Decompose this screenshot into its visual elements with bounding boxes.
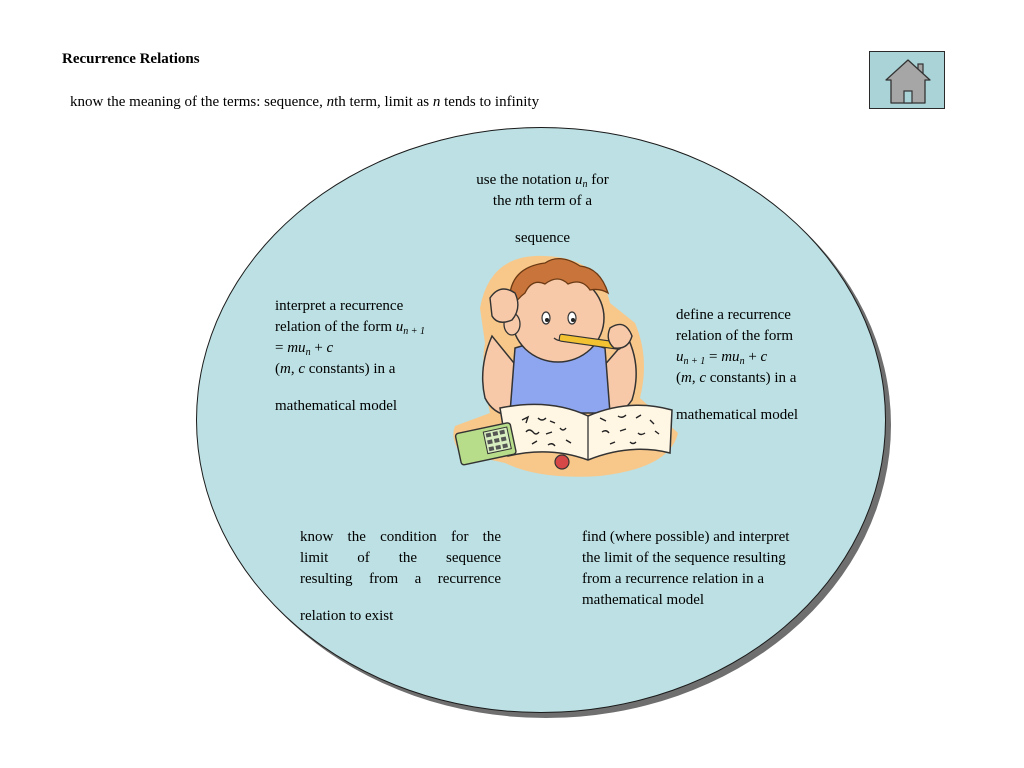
limit-line4: mathematical model (582, 592, 705, 608)
condition-line2: limit of the sequence (300, 550, 501, 566)
define-line5: mathematical model (676, 407, 799, 423)
n-subscript: n (739, 356, 745, 367)
interpret-line4: constants) in a (305, 361, 396, 377)
interpret-line2: relation of the form (275, 319, 396, 335)
subtitle-text-2: th term, limit as (334, 94, 433, 110)
interpret-line5: mathematical model (275, 398, 398, 414)
n-plus-1-subscript: n + 1 (403, 326, 426, 337)
define-line1: define a recurrence (676, 307, 791, 323)
page-subtitle (70, 92, 539, 112)
equals: = (705, 349, 722, 365)
c-symbol: c (326, 340, 334, 356)
open-paren: ( (275, 361, 280, 377)
mu-symbol: mu (287, 340, 306, 356)
limit-line2: the limit of the sequence resulting (582, 550, 786, 566)
topic-limit-interpret (582, 527, 832, 611)
student-studying-illustration (450, 248, 680, 483)
c-symbol: c (699, 370, 707, 386)
student-studying-clipart (450, 248, 680, 483)
condition-line4: relation to exist (300, 608, 394, 624)
u-symbol: u (395, 319, 404, 335)
n-plus-1-subscript: n + 1 (683, 356, 706, 367)
interpret-line1: interpret a recurrence (275, 298, 404, 314)
notation-text: use the notation (476, 172, 575, 188)
home-button[interactable] (869, 51, 945, 109)
topic-limit-condition (300, 527, 501, 627)
comma: , (290, 361, 299, 377)
limit-line1: find (where possible) and interpret (582, 529, 790, 545)
open-paren: ( (676, 370, 681, 386)
n-subscript: n (305, 347, 311, 358)
page-title: Recurrence Relations (62, 51, 200, 67)
c-symbol: c (298, 361, 306, 377)
n-symbol: n (515, 193, 523, 209)
condition-line3: resulting from a recurrence (300, 571, 501, 587)
subtitle-n-2: n (432, 94, 441, 110)
notation-line2-end: th term of a (522, 193, 593, 209)
topic-notation (440, 170, 645, 249)
u-symbol: u (574, 172, 583, 188)
c-symbol: c (760, 349, 768, 365)
limit-line3: from a recurrence relation in a (582, 571, 764, 587)
topic-define (676, 305, 851, 426)
notation-text-end: for (587, 172, 609, 188)
comma: , (691, 370, 700, 386)
plus: + (310, 340, 327, 356)
topic-interpret (275, 296, 465, 417)
subtitle-n-1: n (326, 94, 335, 110)
define-line4: constants) in a (706, 370, 797, 386)
equals: = (275, 340, 288, 356)
m-symbol: m (681, 370, 692, 386)
condition-line1: know the condition for the (300, 529, 501, 545)
n-subscript: n (582, 179, 588, 190)
house-icon (870, 52, 946, 110)
u-symbol: u (676, 349, 684, 365)
notation-line3: sequence (515, 230, 570, 246)
define-line2: relation of the form (676, 328, 794, 344)
subtitle-text-1: know the meaning of the terms: sequence, (70, 94, 327, 110)
plus: + (744, 349, 761, 365)
notation-line2: the (492, 193, 515, 209)
mu-symbol: mu (721, 349, 740, 365)
m-symbol: m (280, 361, 291, 377)
subtitle-text-3: tends to infinity (440, 94, 540, 110)
